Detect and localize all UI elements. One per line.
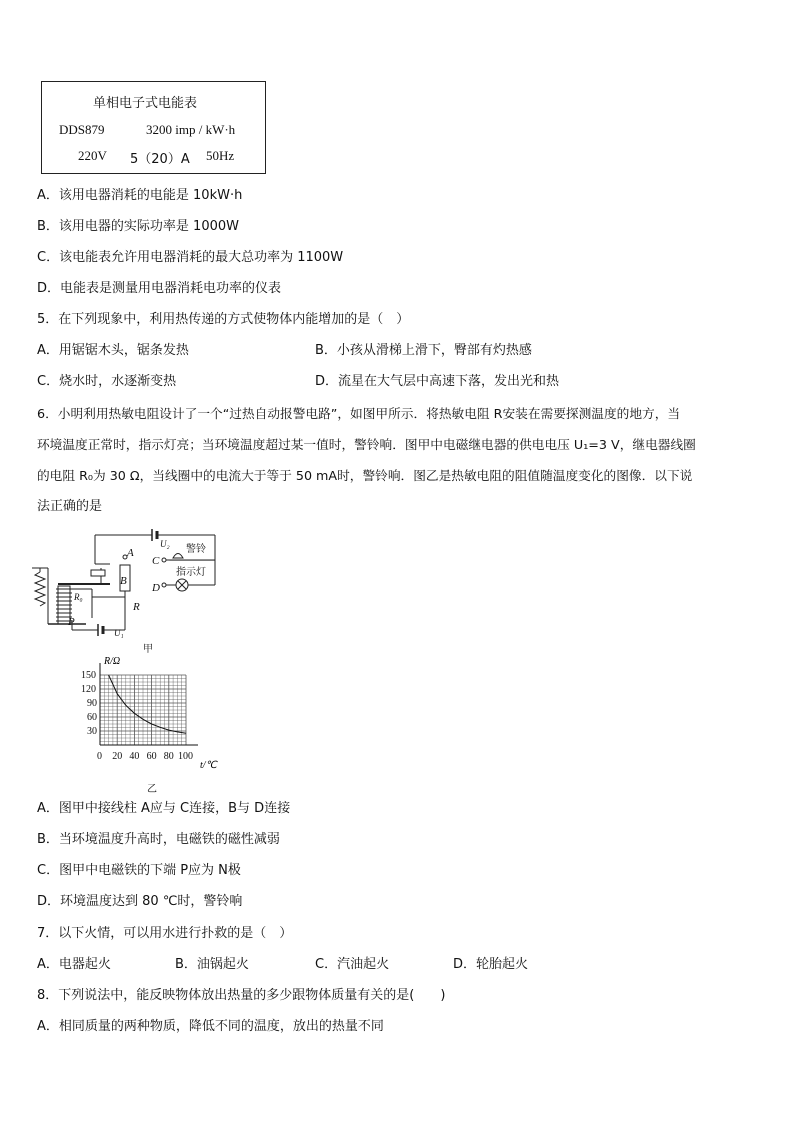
alarm-circuit-diagram: [30, 522, 230, 652]
q7-option-d: D．轮胎起火: [453, 957, 529, 972]
figure-a-caption: 甲: [143, 644, 153, 655]
chart-x-tick-label: 40: [129, 751, 140, 762]
q5-option-b: B．小孩从滑梯上滑下，臀部有灼热感: [315, 343, 532, 358]
q6-stem-line-2: 环境温度正常时，指示灯亮；当环境温度超过某一值时，警铃响．图甲中电磁继电器的供电电压 U₁=3 V，继电器线圈: [37, 437, 696, 452]
q4-option-b: B．该用电器的实际功率是 1000W: [37, 219, 239, 234]
indicator-lamp-label: 指示灯: [176, 567, 206, 578]
r0-label: R₀: [74, 592, 83, 602]
alarm-bell-label: 警铃: [186, 544, 206, 555]
terminal-c-label: C: [152, 555, 160, 567]
q5-option-d: D．流星在大气层中高速下落，发出光和热: [315, 374, 560, 389]
q8-stem: 8．下列说法中，能反映物体放出热量的多少跟物体质量有关的是( ): [37, 988, 446, 1003]
q4-option-c: C．该电能表允许用电器消耗的最大总功率为 1100W: [37, 250, 344, 265]
q5-option-a: A．用锯锯木头，锯条发热: [37, 343, 189, 358]
u2-label: U₂: [160, 539, 170, 549]
meter-title: 单相电子式电能表: [93, 96, 198, 111]
chart-y-tick-label: 60: [87, 712, 97, 723]
chart-x-axis-label: t/℃: [200, 760, 217, 771]
q7-option-c: C．汽油起火: [315, 957, 390, 972]
q4-option-d: D．电能表是测量用电器消耗电功率的仪表: [37, 281, 282, 296]
chart-x-tick-label: 80: [163, 751, 174, 762]
contact-a-label: A: [127, 547, 134, 559]
chart-x-tick-label: 20: [112, 751, 123, 762]
chart-y-tick-label: 120: [81, 684, 96, 695]
q6-option-a: A．图甲中接线柱 A应与 C连接，B与 D连接: [37, 801, 291, 816]
q5-option-c: C．烧水时，水逐渐变热: [37, 374, 177, 389]
meter-frequency: 50Hz: [206, 148, 235, 163]
q6-option-c: C．图甲中电磁铁的下端 P应为 N极: [37, 863, 241, 878]
q8-option-a: A．相同质量的两种物质，降低不同的温度，放出的热量不同: [37, 1019, 384, 1034]
thermistor-resistance-chart: [70, 650, 240, 780]
q7-option-a: A．电器起火: [37, 957, 111, 972]
q6-option-b: B．当环境温度升高时，电磁铁的磁性减弱: [37, 832, 280, 847]
chart-x-tick-label: 60: [146, 751, 157, 762]
meter-model: DDS879: [59, 122, 105, 137]
pole-p-label: P: [68, 616, 75, 628]
terminal-d-label: D: [152, 582, 160, 594]
chart-y-axis-label: R/Ω: [104, 656, 121, 667]
chart-x-tick-label: 100: [178, 751, 193, 762]
chart-x-tick-label: 0: [97, 751, 102, 762]
u1-label: U₁: [114, 628, 124, 638]
contact-b-label: B: [120, 575, 127, 587]
q6-stem-line-4: 法正确的是: [37, 499, 103, 514]
q7-option-b: B．油锅起火: [175, 957, 249, 972]
chart-y-tick-label: 30: [87, 726, 97, 737]
q7-stem: 7．以下火情，可以用水进行扑救的是（ ）: [37, 926, 293, 941]
q6-stem-line-3: 的电阻 R₀为 30 Ω，当线圈中的电流大于等于 50 mA时，警铃响．图乙是热敏电阻的阻值随温度变化的图像．以下说: [37, 468, 693, 483]
meter-constant: 3200 imp / kW·h: [146, 122, 236, 137]
q6-option-d: D．环境温度达到 80 ℃时，警铃响: [37, 894, 243, 909]
q5-stem: 5．在下列现象中，利用热传递的方式使物体内能增加的是（ ）: [37, 312, 410, 327]
meter-voltage: 220V: [78, 148, 107, 163]
chart-y-tick-label: 150: [81, 670, 96, 681]
meter-current: 5（20）A: [130, 152, 190, 167]
q4-option-a: A．该用电器消耗的电能是 10kW·h: [37, 188, 243, 203]
chart-caption: 乙: [147, 784, 157, 795]
thermistor-r-label: R: [133, 601, 140, 613]
q6-stem-line-1: 6．小明利用热敏电阻设计了一个“过热自动报警电路”，如图甲所示．将热敏电阻 R安装在需要探测温度的地方，当: [37, 406, 681, 421]
meter-nameplate: [41, 81, 266, 174]
chart-y-tick-label: 90: [87, 698, 97, 709]
